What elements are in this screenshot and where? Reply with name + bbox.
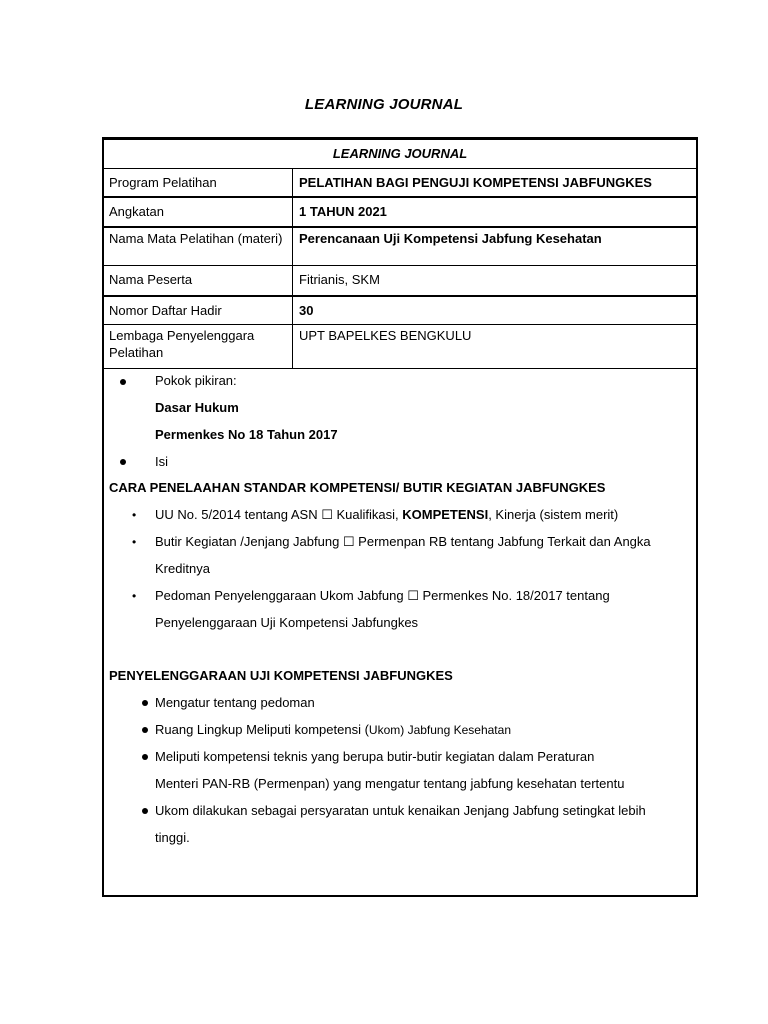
table-row xyxy=(102,296,698,325)
row-value: 1 TAHUN 2021 xyxy=(299,204,387,219)
bullet-icon xyxy=(142,754,148,760)
table-header-row xyxy=(102,139,698,169)
row-label: Nama Peserta xyxy=(103,266,293,295)
row-label: Nomor Daftar Hadir xyxy=(103,297,293,324)
list-item: Mengatur tentang pedoman xyxy=(155,695,315,710)
list-item-continuation: Penyelenggaraan Uji Kompetensi Jabfungkes xyxy=(155,615,419,630)
pokok-pikiran-label: Pokok pikiran: xyxy=(155,373,237,388)
bullet-icon: • xyxy=(132,535,137,549)
bullet-icon xyxy=(120,379,126,385)
isi-label: Isi xyxy=(155,454,168,469)
row-label: Lembaga Penyelenggara Pelatihan xyxy=(103,325,293,368)
list-item-text: Ruang Lingkup Meliputi kompetensi ( xyxy=(155,722,369,737)
list-item: Meliputi kompetensi teknis yang berupa butir-butir kegiatan dalam Peraturan xyxy=(155,749,595,764)
permenkes-reference: Permenkes No 18 Tahun 2017 xyxy=(155,427,338,442)
row-label: Angkatan xyxy=(103,198,293,226)
table-row xyxy=(102,168,698,197)
dasar-hukum-heading: Dasar Hukum xyxy=(155,400,239,415)
list-item-text: UU No. 5/2014 tentang ASN ☐ Kualifikasi, xyxy=(155,507,403,522)
row-value: Fitrianis, SKM xyxy=(299,272,380,287)
row-label: Program Pelatihan xyxy=(103,169,293,196)
section-heading-penyelenggaraan: PENYELENGGARAAN UJI KOMPETENSI JABFUNGKES xyxy=(109,668,453,683)
list-item-text: Ukom) Jabfung Kesehatan xyxy=(368,723,511,737)
list-item: Ukom dilakukan sebagai persyaratan untuk kenaikan Jenjang Jabfung setingkat lebih xyxy=(155,803,646,818)
row-value: UPT BAPELKES BENGKULU xyxy=(299,328,472,343)
list-item: Pedoman Penyelenggaraan Ukom Jabfung ☐ Permenkes No. 18/2017 tentang xyxy=(155,588,610,603)
row-value: PELATIHAN BAGI PENGUJI KOMPETENSI JABFUNGKES xyxy=(299,175,652,190)
table-row xyxy=(102,324,698,369)
list-item-continuation: tinggi. xyxy=(155,830,190,845)
list-item xyxy=(155,507,618,523)
row-label: Nama Mata Pelatihan (materi) xyxy=(103,228,293,265)
table-row xyxy=(102,227,698,266)
list-item-continuation: Menteri PAN-RB (Permenpan) yang mengatur tentang jabfung kesehatan tertentu xyxy=(155,776,625,791)
row-value: Perencanaan Uji Kompetensi Jabfung Kesehatan xyxy=(299,231,602,246)
list-item xyxy=(155,722,511,737)
list-item-continuation: Kreditnya xyxy=(155,561,210,576)
row-value: 30 xyxy=(299,303,314,318)
document-title: LEARNING JOURNAL xyxy=(304,96,464,113)
bullet-icon: • xyxy=(132,589,137,603)
list-item: Butir Kegiatan /Jenjang Jabfung ☐ Permenpan RB tentang Jabfung Terkait dan Angka xyxy=(155,534,651,549)
list-item-emphasis: KOMPETENSI xyxy=(402,507,489,522)
bullet-icon xyxy=(142,808,148,814)
bullet-icon: • xyxy=(132,508,137,522)
list-item-text: , Kinerja (sistem merit) xyxy=(488,507,619,522)
bullet-icon xyxy=(142,727,148,733)
bullet-icon xyxy=(142,700,148,706)
table-row xyxy=(102,265,698,296)
section-heading-cara: CARA PENELAAHAN STANDAR KOMPETENSI/ BUTIR KEGIATAN JABFUNGKES xyxy=(109,480,606,495)
table-header-title: LEARNING JOURNAL xyxy=(332,146,468,161)
bullet-icon xyxy=(120,459,126,465)
table-row xyxy=(102,197,698,227)
